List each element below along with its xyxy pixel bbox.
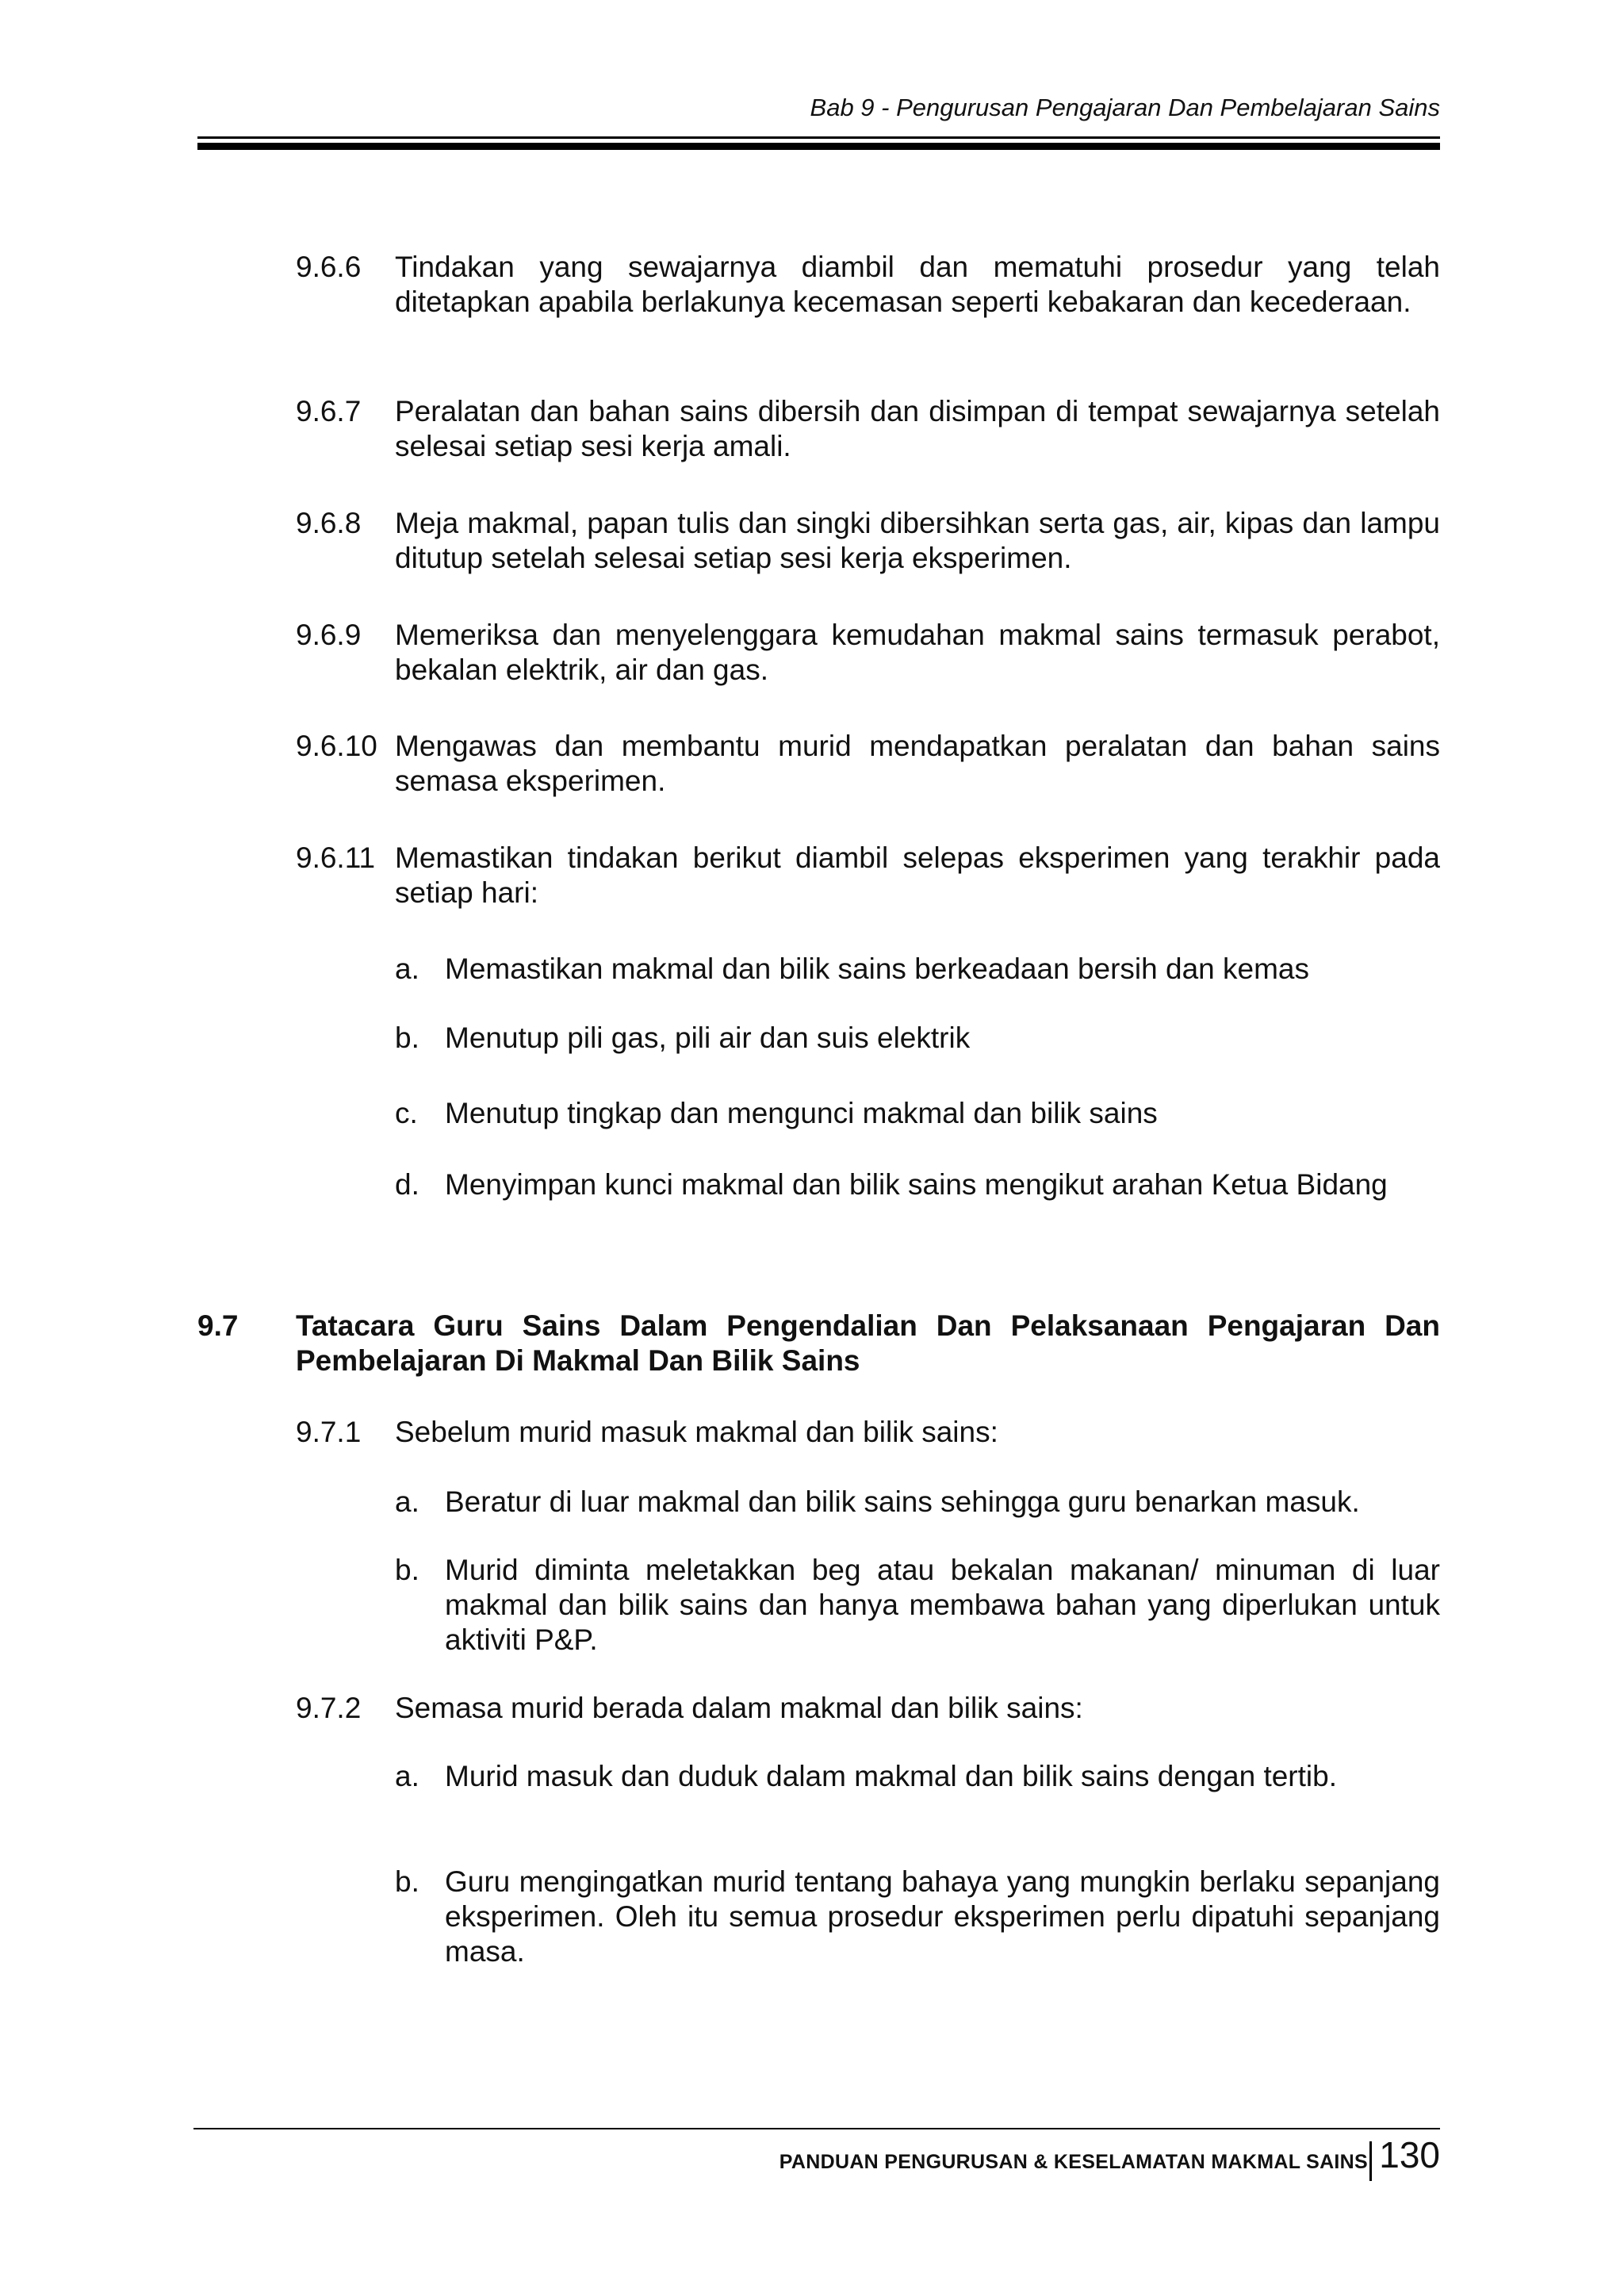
item-text: Semasa murid berada dalam makmal dan bilik sains: bbox=[395, 1692, 1083, 1724]
item-number: 9.6.10 bbox=[296, 730, 377, 762]
sub-item-label: d. bbox=[395, 1168, 419, 1201]
item-number: 9.6.7 bbox=[296, 395, 362, 427]
sub-item-text: Murid masuk dan duduk dalam makmal dan bilik sains dengan tertib. bbox=[445, 1760, 1337, 1792]
page-number: 130 bbox=[1379, 2134, 1440, 2175]
item-text: Sebelum murid masuk makmal dan bilik sains: bbox=[395, 1416, 998, 1448]
item-9-6-6 bbox=[296, 250, 1440, 320]
footer-separator bbox=[1369, 2141, 1372, 2181]
section-title: Tatacara Guru Sains Dalam Pengendalian Dan Pelaksanaan Pengajaran Dan Pembelajaran Di Makmal Dan Bilik Sains bbox=[296, 1309, 1440, 1377]
sub-item-label: a. bbox=[395, 1760, 419, 1792]
sub-item-text: Memastikan makmal dan bilik sains berkeadaan bersih dan kemas bbox=[445, 953, 1309, 985]
sub-item-a bbox=[395, 1759, 1440, 1794]
sub-item-text: Menutup pili gas, pili air dan suis elektrik bbox=[445, 1022, 971, 1054]
item-number: 9.6.11 bbox=[296, 841, 376, 874]
sub-item-b bbox=[395, 1553, 1440, 1658]
item-9-6-10 bbox=[296, 729, 1440, 799]
sub-item-text: Murid diminta meletakkan beg atau bekalan makanan/ minuman di luar makmal dan bilik sains dan hanya membawa bahan yang diperlukan untuk aktiviti P&P. bbox=[445, 1554, 1440, 1656]
item-9-6-11 bbox=[296, 841, 1440, 910]
sub-item-b bbox=[395, 1865, 1440, 1969]
item-text: Meja makmal, papan tulis dan singki dibersihkan serta gas, air, kipas dan lampu ditutup setelah selesai setiap sesi kerja eksperimen. bbox=[395, 507, 1440, 574]
sub-item-label: a. bbox=[395, 1485, 419, 1518]
item-number: 9.6.8 bbox=[296, 507, 362, 539]
item-number: 9.6.9 bbox=[296, 619, 362, 651]
running-header: Bab 9 - Pengurusan Pengajaran Dan Pembelajaran Sains bbox=[810, 94, 1440, 121]
sub-item-label: b. bbox=[395, 1554, 419, 1586]
item-number: 9.7.2 bbox=[296, 1692, 362, 1724]
item-number: 9.6.6 bbox=[296, 251, 362, 283]
sub-item-a bbox=[395, 1485, 1440, 1520]
footer-title: PANDUAN PENGURUSAN & KESELAMATAN MAKMAL SAINS bbox=[779, 2151, 1368, 2173]
sub-item-a bbox=[395, 952, 1440, 987]
sub-item-text: Beratur di luar makmal dan bilik sains sehingga guru benarkan masuk. bbox=[445, 1485, 1360, 1518]
sub-item-text: Menyimpan kunci makmal dan bilik sains mengikut arahan Ketua Bidang bbox=[445, 1168, 1388, 1201]
item-9-6-9 bbox=[296, 618, 1440, 688]
item-9-6-8 bbox=[296, 506, 1440, 576]
item-number: 9.7.1 bbox=[296, 1416, 362, 1448]
item-text: Mengawas dan membantu murid mendapatkan peralatan dan bahan sains semasa eksperimen. bbox=[395, 730, 1440, 797]
sub-item-b bbox=[395, 1021, 1440, 1056]
item-9-7-1 bbox=[296, 1415, 1440, 1450]
item-text: Memastikan tindakan berikut diambil selepas eksperimen yang terakhir pada setiap hari: bbox=[395, 841, 1440, 909]
sub-item-label: b. bbox=[395, 1022, 419, 1054]
section-number: 9.7 bbox=[197, 1309, 239, 1342]
item-9-6-7 bbox=[296, 394, 1440, 464]
section-heading-9-7 bbox=[197, 1309, 1440, 1378]
header-rule-thin bbox=[197, 136, 1440, 139]
sub-item-label: b. bbox=[395, 1865, 419, 1898]
item-text: Peralatan dan bahan sains dibersih dan disimpan di tempat sewajarnya setelah selesai setiap sesi kerja amali. bbox=[395, 395, 1440, 462]
item-text: Tindakan yang sewajarnya diambil dan mematuhi prosedur yang telah ditetapkan apabila berlakunya kecemasan seperti kebakaran dan kecederaan. bbox=[395, 251, 1440, 318]
item-9-7-2 bbox=[296, 1691, 1440, 1726]
sub-item-d bbox=[395, 1167, 1440, 1202]
sub-item-label: c. bbox=[395, 1097, 418, 1129]
sub-item-text: Menutup tingkap dan mengunci makmal dan bilik sains bbox=[445, 1097, 1158, 1129]
item-text: Memeriksa dan menyelenggara kemudahan makmal sains termasuk perabot, bekalan elektrik, air dan gas. bbox=[395, 619, 1440, 686]
sub-item-c bbox=[395, 1096, 1440, 1131]
footer-rule bbox=[193, 2128, 1440, 2129]
header-rule-thick bbox=[197, 143, 1440, 150]
sub-item-text: Guru mengingatkan murid tentang bahaya yang mungkin berlaku sepanjang eksperimen. Oleh itu semua prosedur eksperimen perlu dipatuhi sepanjang masa. bbox=[445, 1865, 1440, 1968]
sub-item-label: a. bbox=[395, 953, 419, 985]
